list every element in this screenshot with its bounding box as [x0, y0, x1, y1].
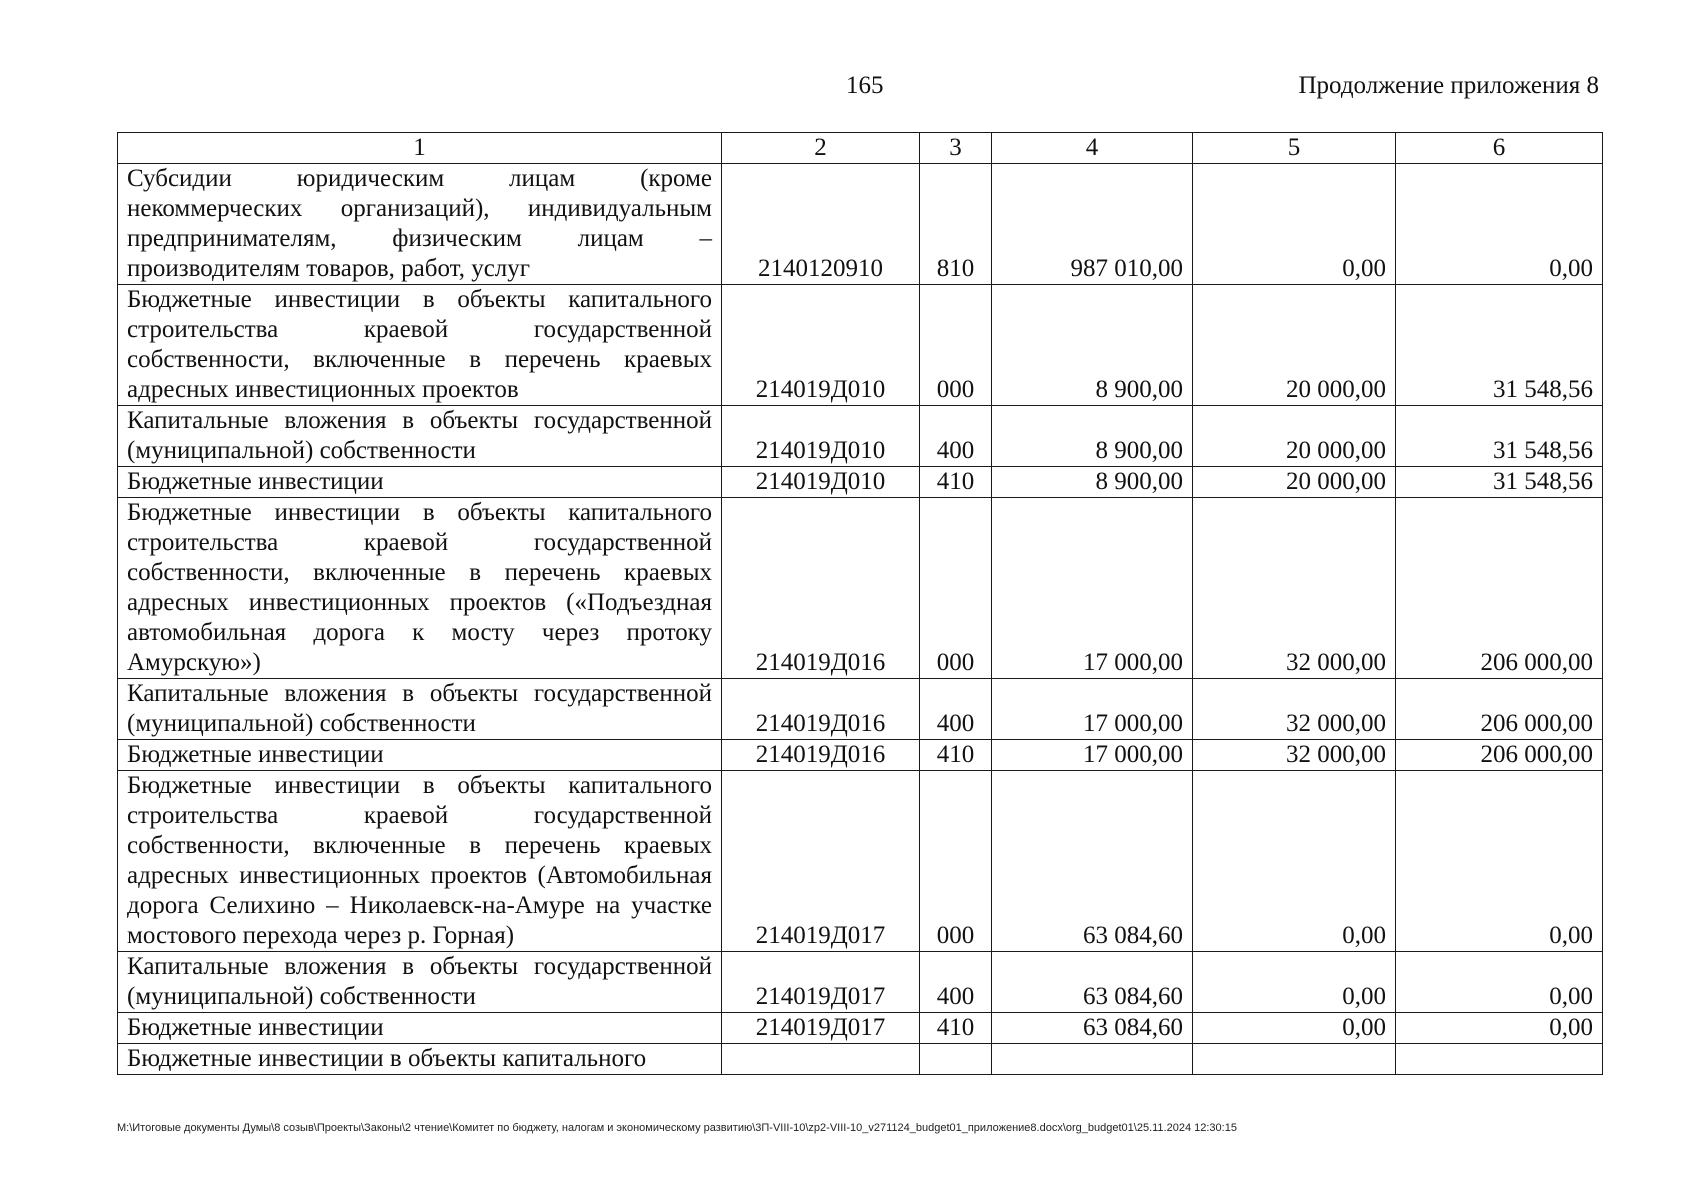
row-expense-type-cell: 000 — [920, 498, 992, 679]
row-name-cell: Бюджетные инвестиции — [118, 1013, 722, 1044]
row-amount-col5-cell: 32 000,00 — [1193, 740, 1396, 771]
column-header-5: 5 — [1193, 133, 1396, 164]
row-code-cell: 214019Д010 — [722, 467, 920, 498]
table-row — [118, 285, 1603, 406]
row-amount-col6-cell — [1396, 1044, 1603, 1075]
table-row — [118, 406, 1603, 467]
row-amount-col6-cell: 0,00 — [1396, 1013, 1603, 1044]
row-expense-type-cell — [920, 1044, 992, 1075]
row-code-cell: 214019Д017 — [722, 771, 920, 952]
row-amount-col5-cell: 20 000,00 — [1193, 467, 1396, 498]
row-amount-col5-cell: 0,00 — [1193, 771, 1396, 952]
table-row — [118, 1044, 1603, 1075]
row-expense-type-cell: 000 — [920, 285, 992, 406]
table-row — [118, 740, 1603, 771]
row-amount-col6-cell: 31 548,56 — [1396, 406, 1603, 467]
row-amount-col4-cell: 17 000,00 — [992, 740, 1193, 771]
page-number: 165 — [846, 72, 884, 99]
budget-table — [117, 132, 1603, 1075]
row-code-cell: 214019Д017 — [722, 952, 920, 1013]
row-expense-type-cell: 410 — [920, 1013, 992, 1044]
row-amount-col6-cell: 0,00 — [1396, 771, 1603, 952]
row-amount-col4-cell: 8 900,00 — [992, 285, 1193, 406]
table-row — [118, 679, 1603, 740]
row-amount-col4-cell — [992, 1044, 1193, 1075]
table-row — [118, 498, 1603, 679]
row-expense-type-cell: 000 — [920, 771, 992, 952]
row-name-cell: Субсидии юридическим лицам (кроме некоммерческих организаций), индивидуальным предпринимателям, физическим лицам – производителям товаров, работ, услуг — [118, 164, 722, 285]
row-amount-col4-cell: 63 084,60 — [992, 952, 1193, 1013]
table-row — [118, 164, 1603, 285]
row-expense-type-cell: 410 — [920, 740, 992, 771]
row-name-cell: Бюджетные инвестиции в объекты капитального строительства краевой государственной собственности, включенные в перечень краевых адресных инвестиционных проектов — [118, 285, 722, 406]
row-amount-col4-cell: 17 000,00 — [992, 498, 1193, 679]
column-header-1: 1 — [118, 133, 722, 164]
row-amount-col6-cell: 0,00 — [1396, 952, 1603, 1013]
row-expense-type-cell: 400 — [920, 952, 992, 1013]
row-amount-col4-cell: 63 084,60 — [992, 771, 1193, 952]
column-header-4: 4 — [992, 133, 1193, 164]
row-amount-col4-cell: 17 000,00 — [992, 679, 1193, 740]
row-amount-col4-cell: 8 900,00 — [992, 467, 1193, 498]
file-path-footer: M:\Итоговые документы Думы\8 созыв\Проекты\Законы\2 чтение\Комитет по бюджету, налогам и экономическому развитию\3П-VIII-10\zp2-VIII-10_v271124_budget01_приложение8.docx\org_budget01\25.11.2024 12:30:15 — [117, 1122, 1237, 1134]
row-name-cell: Бюджетные инвестиции в объекты капитального строительства краевой государственной собственности, включенные в перечень краевых адресных инвестиционных проектов («Подъездная автомобильная дорога к мосту через протоку Амурскую») — [118, 498, 722, 679]
appendix-continuation-label: Продолжение приложения 8 — [1298, 72, 1599, 99]
row-code-cell: 214019Д010 — [722, 285, 920, 406]
row-code-cell: 214019Д017 — [722, 1013, 920, 1044]
column-header-6: 6 — [1396, 133, 1603, 164]
row-amount-col5-cell: 32 000,00 — [1193, 498, 1396, 679]
row-name-cell: Бюджетные инвестиции — [118, 467, 722, 498]
row-amount-col6-cell: 0,00 — [1396, 164, 1603, 285]
row-code-cell: 214019Д016 — [722, 498, 920, 679]
row-code-cell: 2140120910 — [722, 164, 920, 285]
row-amount-col5-cell — [1193, 1044, 1396, 1075]
row-expense-type-cell: 400 — [920, 406, 992, 467]
row-amount-col6-cell: 206 000,00 — [1396, 679, 1603, 740]
row-amount-col4-cell: 8 900,00 — [992, 406, 1193, 467]
row-code-cell: 214019Д016 — [722, 740, 920, 771]
row-expense-type-cell: 810 — [920, 164, 992, 285]
row-name-cell: Бюджетные инвестиции в объекты капитального — [118, 1044, 722, 1075]
row-expense-type-cell: 400 — [920, 679, 992, 740]
row-amount-col6-cell: 206 000,00 — [1396, 740, 1603, 771]
row-amount-col4-cell: 987 010,00 — [992, 164, 1193, 285]
row-amount-col5-cell: 0,00 — [1193, 164, 1396, 285]
column-header-2: 2 — [722, 133, 920, 164]
row-name-cell: Бюджетные инвестиции в объекты капитального строительства краевой государственной собственности, включенные в перечень краевых адресных инвестиционных проектов (Автомобильная дорога Селихино – Николаевск-на-Амуре на участке мостового перехода через р. Горная) — [118, 771, 722, 952]
row-amount-col4-cell: 63 084,60 — [992, 1013, 1193, 1044]
table-row — [118, 952, 1603, 1013]
row-code-cell — [722, 1044, 920, 1075]
row-amount-col5-cell: 20 000,00 — [1193, 406, 1396, 467]
table-row — [118, 771, 1603, 952]
row-name-cell: Капитальные вложения в объекты государственной (муниципальной) собственности — [118, 952, 722, 1013]
row-amount-col5-cell: 0,00 — [1193, 952, 1396, 1013]
column-number-row — [118, 133, 1603, 164]
table-row — [118, 467, 1603, 498]
row-code-cell: 214019Д010 — [722, 406, 920, 467]
row-amount-col5-cell: 0,00 — [1193, 1013, 1396, 1044]
row-code-cell: 214019Д016 — [722, 679, 920, 740]
row-name-cell: Бюджетные инвестиции — [118, 740, 722, 771]
row-amount-col6-cell: 31 548,56 — [1396, 467, 1603, 498]
row-amount-col5-cell: 32 000,00 — [1193, 679, 1396, 740]
table-header — [118, 133, 1603, 164]
column-header-3: 3 — [920, 133, 992, 164]
row-amount-col6-cell: 31 548,56 — [1396, 285, 1603, 406]
row-name-cell: Капитальные вложения в объекты государственной (муниципальной) собственности — [118, 679, 722, 740]
row-expense-type-cell: 410 — [920, 467, 992, 498]
row-amount-col5-cell: 20 000,00 — [1193, 285, 1396, 406]
table-body — [118, 164, 1603, 1075]
row-name-cell: Капитальные вложения в объекты государственной (муниципальной) собственности — [118, 406, 722, 467]
row-amount-col6-cell: 206 000,00 — [1396, 498, 1603, 679]
table-row — [118, 1013, 1603, 1044]
